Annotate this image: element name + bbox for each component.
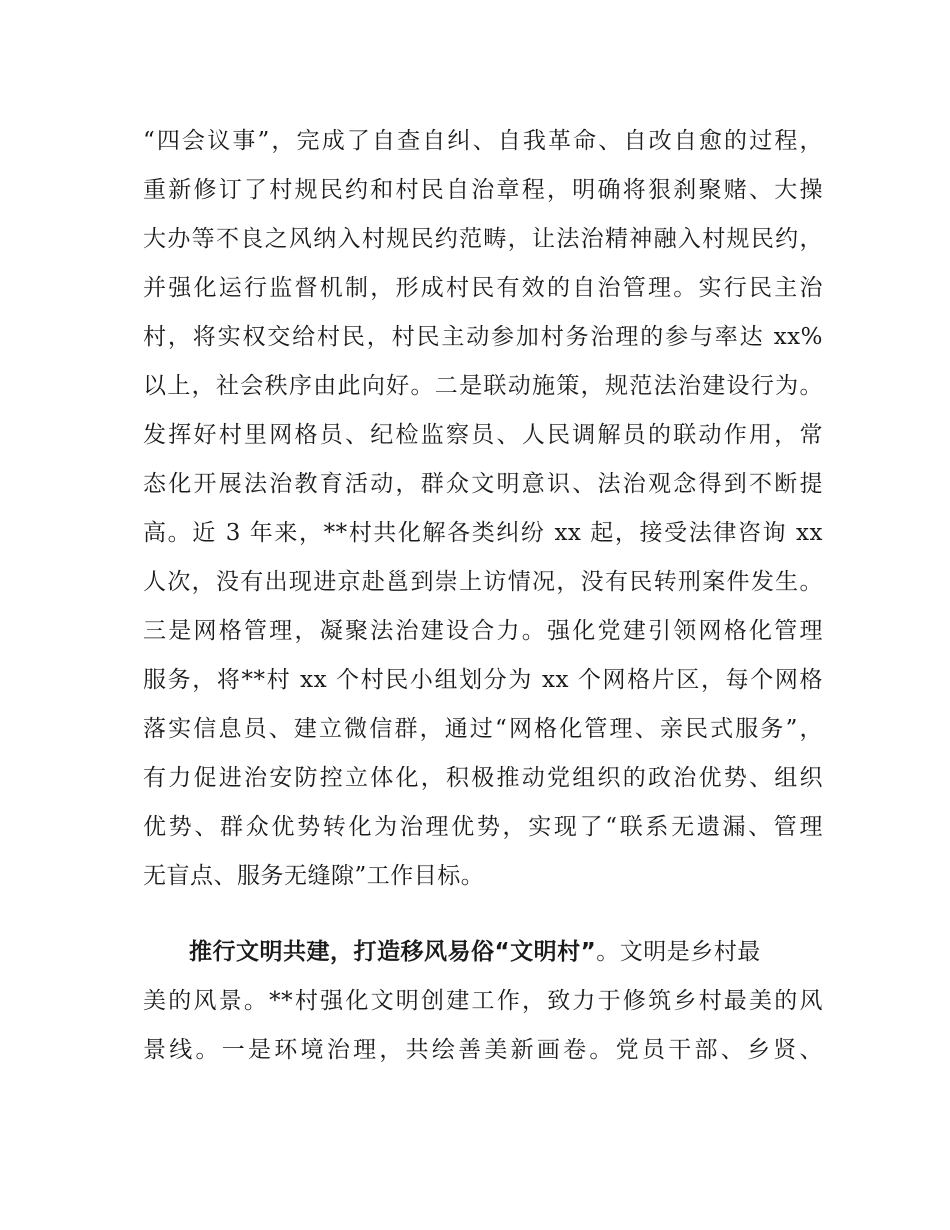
text-line: 有力促进治安防控立体化，积极推动党组织的政治优势、组织 xyxy=(143,765,823,791)
text-line: 发挥好村里网格员、纪检监察员、人民调解员的联动作用，常 xyxy=(143,422,823,448)
text-line: 三是网格管理，凝聚法治建设合力。强化党建引领网格化管理 xyxy=(143,618,823,644)
text-line: 态化开展法治教育活动，群众文明意识、法治观念得到不断提 xyxy=(143,471,823,497)
heading-trailing-text: 。文明是乡村最 xyxy=(596,939,761,965)
text-line: 以上，社会秩序由此向好。二是联动施策，规范法治建设行为。 xyxy=(143,373,823,399)
text-line: “四会议事”，完成了自查自纠、自我革命、自改自愈的过程， xyxy=(143,128,823,154)
text-line: 高。近 3 年来，**村共化解各类纠纷 xx 起，接受法律咨询 xx xyxy=(143,520,823,546)
text-line: 优势、群众优势转化为治理优势，实现了“联系无遗漏、管理 xyxy=(143,814,823,840)
text-line: 美的风景。**村强化文明创建工作，致力于修筑乡村最美的风 xyxy=(143,988,823,1014)
paragraph-rule-of-law xyxy=(143,117,823,901)
text-line: 无盲点、服务无缝隙”工作目标。 xyxy=(143,863,485,889)
text-line: 重新修订了村规民约和村民自治章程，明确将狠刹聚赌、大操 xyxy=(143,177,823,203)
text-line: 村，将实权交给村民，村民主动参加村务治理的参与率达 xx% xyxy=(143,324,823,350)
text-line: 人次，没有出现进京赴邕到崇上访情况，没有民转刑案件发生。 xyxy=(143,569,823,595)
paragraph-heading: 推行文明共建，打造移风易俗“文明村” xyxy=(189,939,597,965)
text-line-with-heading xyxy=(143,928,823,977)
text-line: 落实信息员、建立微信群，通过“网格化管理、亲民式服务”， xyxy=(143,716,823,742)
text-line: 服务，将**村 xx 个村民小组划分为 xx 个网格片区，每个网格 xyxy=(143,667,823,693)
text-line: 景线。一是环境治理，共绘善美新画卷。党员干部、乡贤、 xyxy=(143,1037,823,1063)
paragraph-civilization xyxy=(143,928,823,1075)
text-line: 并强化运行监督机制，形成村民有效的自治管理。实行民主治 xyxy=(143,275,823,301)
text-line: 大办等不良之风纳入村规民约范畴，让法治精神融入村规民约， xyxy=(143,226,823,252)
